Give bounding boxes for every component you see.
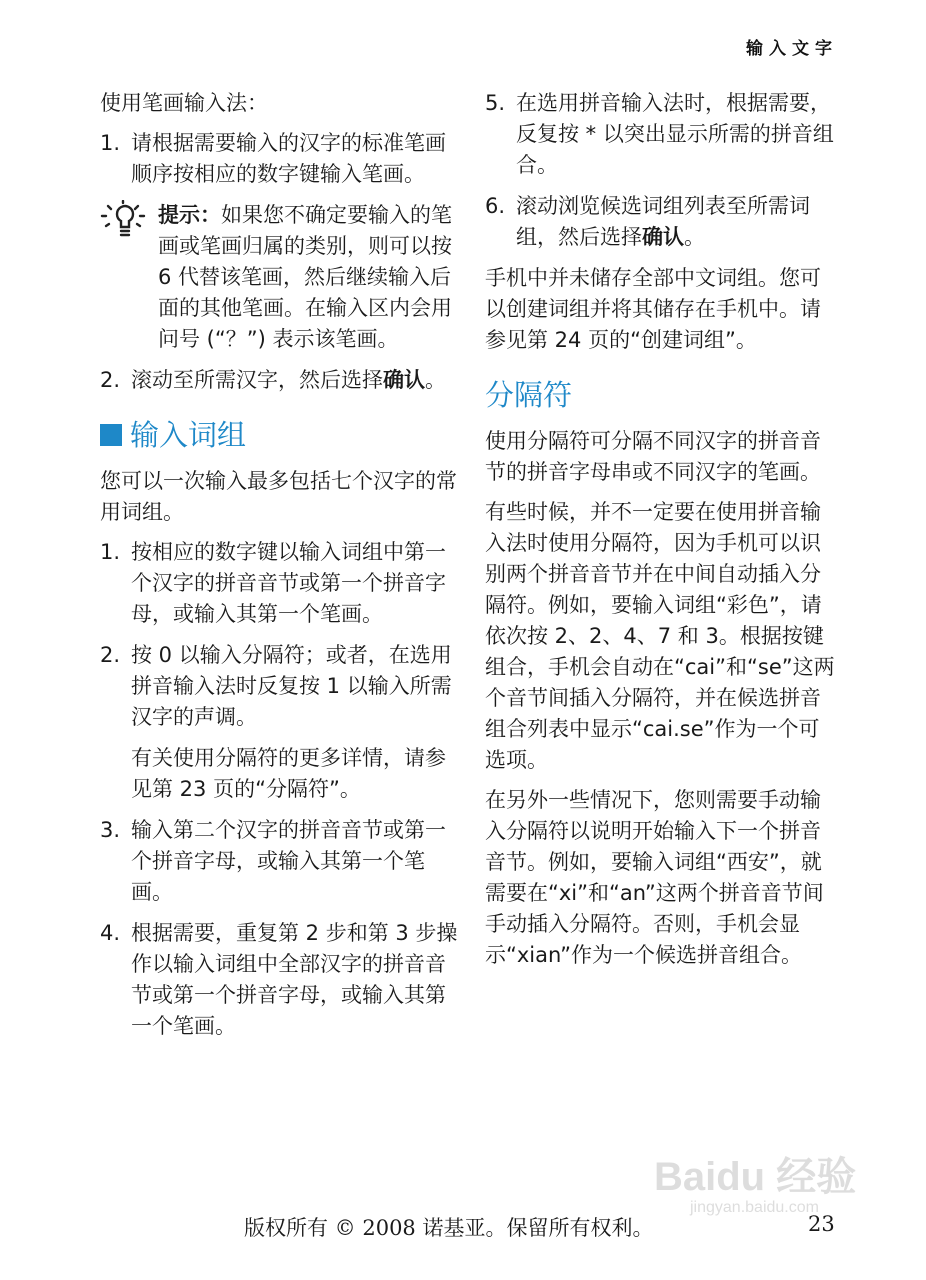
heading-text: 输入词组 — [130, 418, 247, 452]
section-heading-separator — [485, 376, 835, 414]
item-number: 1. — [100, 540, 121, 564]
item-end: 。 — [425, 368, 446, 392]
tip-box — [100, 200, 460, 355]
item-number: 1. — [100, 131, 121, 155]
intro-text: 使用笔画输入法： — [100, 91, 268, 115]
paragraph: 有些时候，并不一定要在使用拼音输入法时使用分隔符，因为手机可以识别两个拼音音节并在中间自动插入分隔符。例如，要输入词组“彩色”，请依次按 2、2、4、7 和 3。根据按键组合，手机会自动在“cai”和“se”这两个音节间插入分隔符，并在候选拼音组合列表中显示“cai.se”作为一个可选项。 — [485, 500, 835, 772]
list-item — [485, 88, 835, 181]
note-text: 有关使用分隔符的更多详情，请参见第 23 页的“分隔符”。 — [131, 746, 446, 801]
confirm-term: 确认 — [383, 368, 425, 392]
item-text: 按相应的数字键以输入词组中第一个汉字的拼音音节或第一个拼音字母，或输入其第一个笔画。 — [131, 540, 446, 626]
right-column — [485, 88, 835, 980]
item-text: 在选用拼音输入法时，根据需要，反复按 * 以突出显示所需的拼音组合。 — [516, 91, 834, 177]
item-end: 。 — [684, 225, 705, 249]
item-text: 输入第二个汉字的拼音音节或第一个拼音字母，或输入其第一个笔画。 — [131, 818, 446, 904]
lightbulb-icon — [100, 200, 158, 355]
list-item — [100, 365, 460, 396]
item-text: 请根据需要输入的汉字的标准笔画顺序按相应的数字键输入笔画。 — [131, 131, 446, 186]
item-text: 根据需要，重复第 2 步和第 3 步操作以输入词组中全部汉字的拼音音节或第一个拼音字母，或输入其第一个笔画。 — [131, 921, 458, 1038]
item-text: 按 0 以输入分隔符；或者，在选用拼音输入法时反复按 1 以输入所需汉字的声调。 — [131, 643, 452, 729]
section-heading-phrases — [100, 416, 460, 454]
list-item — [100, 128, 460, 190]
item-text: 滚动至所需汉字，然后选择 — [131, 368, 383, 392]
list-item — [100, 815, 460, 908]
item-number: 4. — [100, 921, 121, 945]
tip-label: 提示： — [158, 203, 221, 227]
heading-text: 分隔符 — [485, 378, 573, 412]
tip-text: 如果您不确定要输入的笔画或笔画归属的类别，则可以按 6 代替该笔画，然后继续输入后面的其他笔画。在输入区内会用问号 (“？”) 表示该笔画。 — [158, 203, 452, 351]
paragraph: 手机中并未储存全部中文词组。您可以创建词组并将其储存在手机中。请参见第 24 页的“创建词组”。 — [485, 266, 821, 352]
page-number: 23 — [808, 1212, 835, 1236]
item-number: 2. — [100, 368, 121, 392]
list-item — [100, 640, 460, 733]
left-column — [100, 88, 460, 1052]
item-number: 5. — [485, 91, 506, 115]
list-item — [100, 537, 460, 630]
list-item — [485, 191, 835, 253]
running-head: 输入文字 — [746, 39, 838, 59]
item-number: 2. — [100, 643, 121, 667]
copyright-text: 版权所有 © 2008 诺基亚。保留所有权利。 — [244, 1216, 654, 1240]
paragraph: 在另外一些情况下，您则需要手动输入分隔符以说明开始输入下一个拼音音节。例如，要输入词组“西安”，就需要在“xi”和“an”这两个拼音音节间手动插入分隔符。否则，手机会显示“xian”作为一个候选拼音组合。 — [485, 788, 824, 967]
paragraph: 使用分隔符可分隔不同汉字的拼音音节的拼音字母串或不同汉字的笔画。 — [485, 429, 821, 484]
baidu-watermark — [654, 1148, 874, 1218]
watermark-brand: Baidu 经验 — [654, 1155, 857, 1199]
square-icon — [100, 424, 122, 446]
watermark-url: jingyan.baidu.com — [690, 1199, 819, 1216]
section-intro: 您可以一次输入最多包括七个汉字的常用词组。 — [100, 469, 457, 524]
item-number: 6. — [485, 194, 506, 218]
item-text: 滚动浏览候选词组列表至所需词组，然后选择 — [516, 194, 810, 249]
item-number: 3. — [100, 818, 121, 842]
confirm-term: 确认 — [642, 225, 684, 249]
list-item — [100, 918, 460, 1042]
